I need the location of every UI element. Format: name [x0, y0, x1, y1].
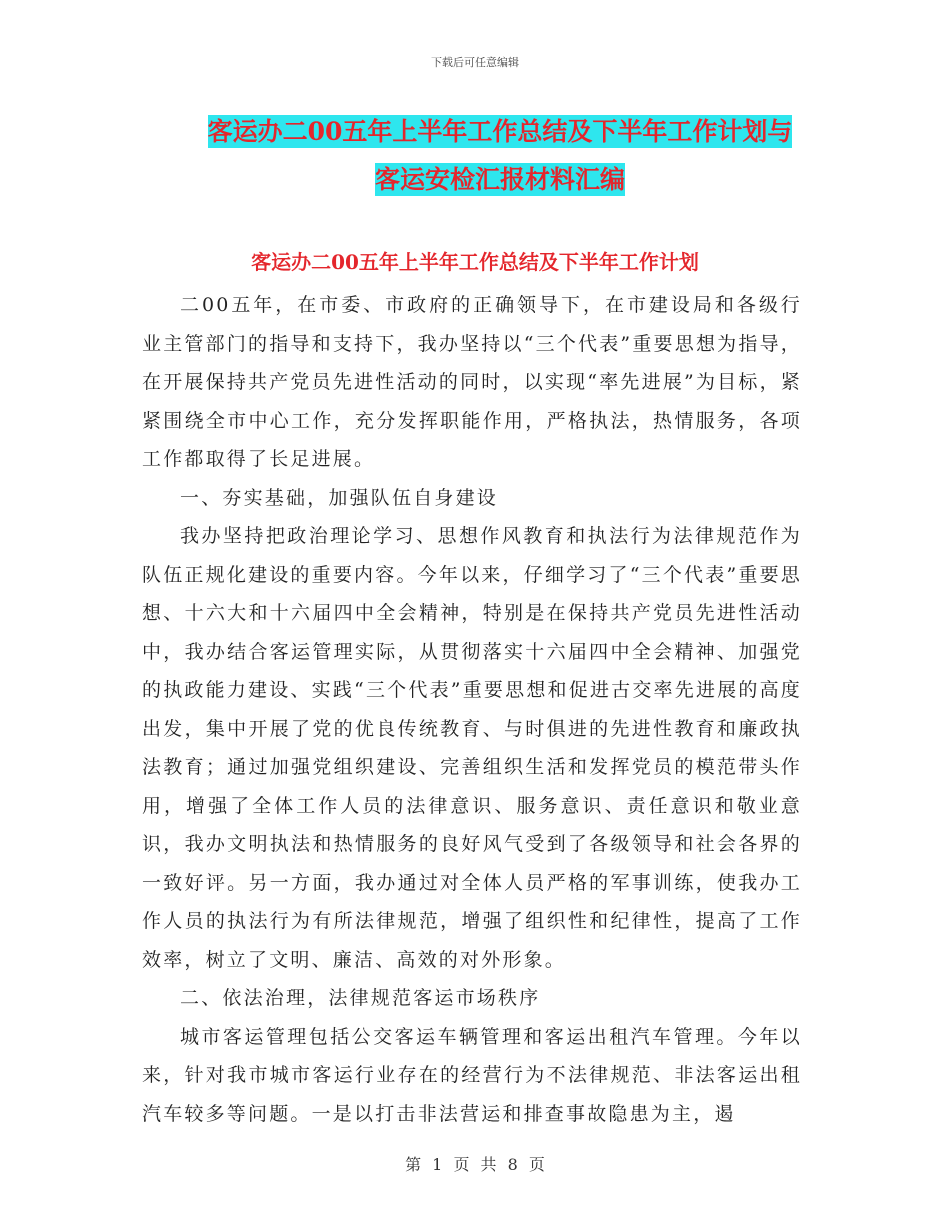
page-footer: 第 1 页 共 8 页: [405, 1155, 545, 1174]
heading-item-1: 一、夯实基础，加强队伍自身建设: [180, 486, 499, 509]
heading-item-2: 二、依法治理，法律规范客运市场秩序: [180, 987, 541, 1009]
section-title: 客运办二00五年上半年工作总结及下半年工作计划: [251, 250, 699, 274]
document-title-line-2: 客运安检汇报材料汇编: [374, 165, 625, 194]
paragraph-item-1: 我办坚持把政治理论学习、思想作风教育和执法行为法律规范作为队伍正规化建设的重要内容。今年以来，仔细学习了“三个代表”重要思想、十六大和十六届四中全会精神，特别是在保持共产党员先进性活动中，我办结合客运管理实际，从贯彻落实十六届四中全会精神、加强党的执政能力建设、实践“三个代表”重要思想和促进古交率先进展的高度出发，集中开展了党的优良传统教育、与时俱进的先进性教育和廉政执法教育；通过加强党组织建设、完善组织生活和发挥党员的模范带头作用，增强了全体工作人员的法律意识、服务意识、责任意识和敬业意识，我办文明执法和热情服务的良好风气受到了各级领导和社会各界的一致好评。另一方面，我办通过对全体人员严格的军事训练，使我办工作人员的执法行为有所法律规范，增强了组织性和纪律性，提高了工作效率，树立了文明、廉洁、高效的对外形象。: [142, 525, 802, 971]
document-title: [140, 108, 860, 204]
header-note: 下载后可任意编辑: [431, 56, 519, 69]
document-title-line-1: 客运办二00五年上半年工作总结及下半年工作计划与: [207, 117, 793, 146]
paragraph-item-2: 城市客运管理包括公交客运车辆管理和客运出租汽车管理。今年以来，针对我市城市客运行业存在的经营行为不法律规范、非法客运出租汽车较多等问题。一是以打击非法营运和排查事故隐患为主，遏: [142, 1025, 802, 1125]
document-body: [142, 286, 802, 1133]
paragraph-intro: 二00五年，在市委、市政府的正确领导下，在市建设局和各级行业主管部门的指导和支持下，我办坚持以“三个代表”重要思想为指导，在开展保持共产党员先进性活动的同时，以实现“率先进展”为目标，紧紧围绕全市中心工作，充分发挥职能作用，严格执法，热情服务，各项工作都取得了长足进展。: [142, 294, 802, 470]
